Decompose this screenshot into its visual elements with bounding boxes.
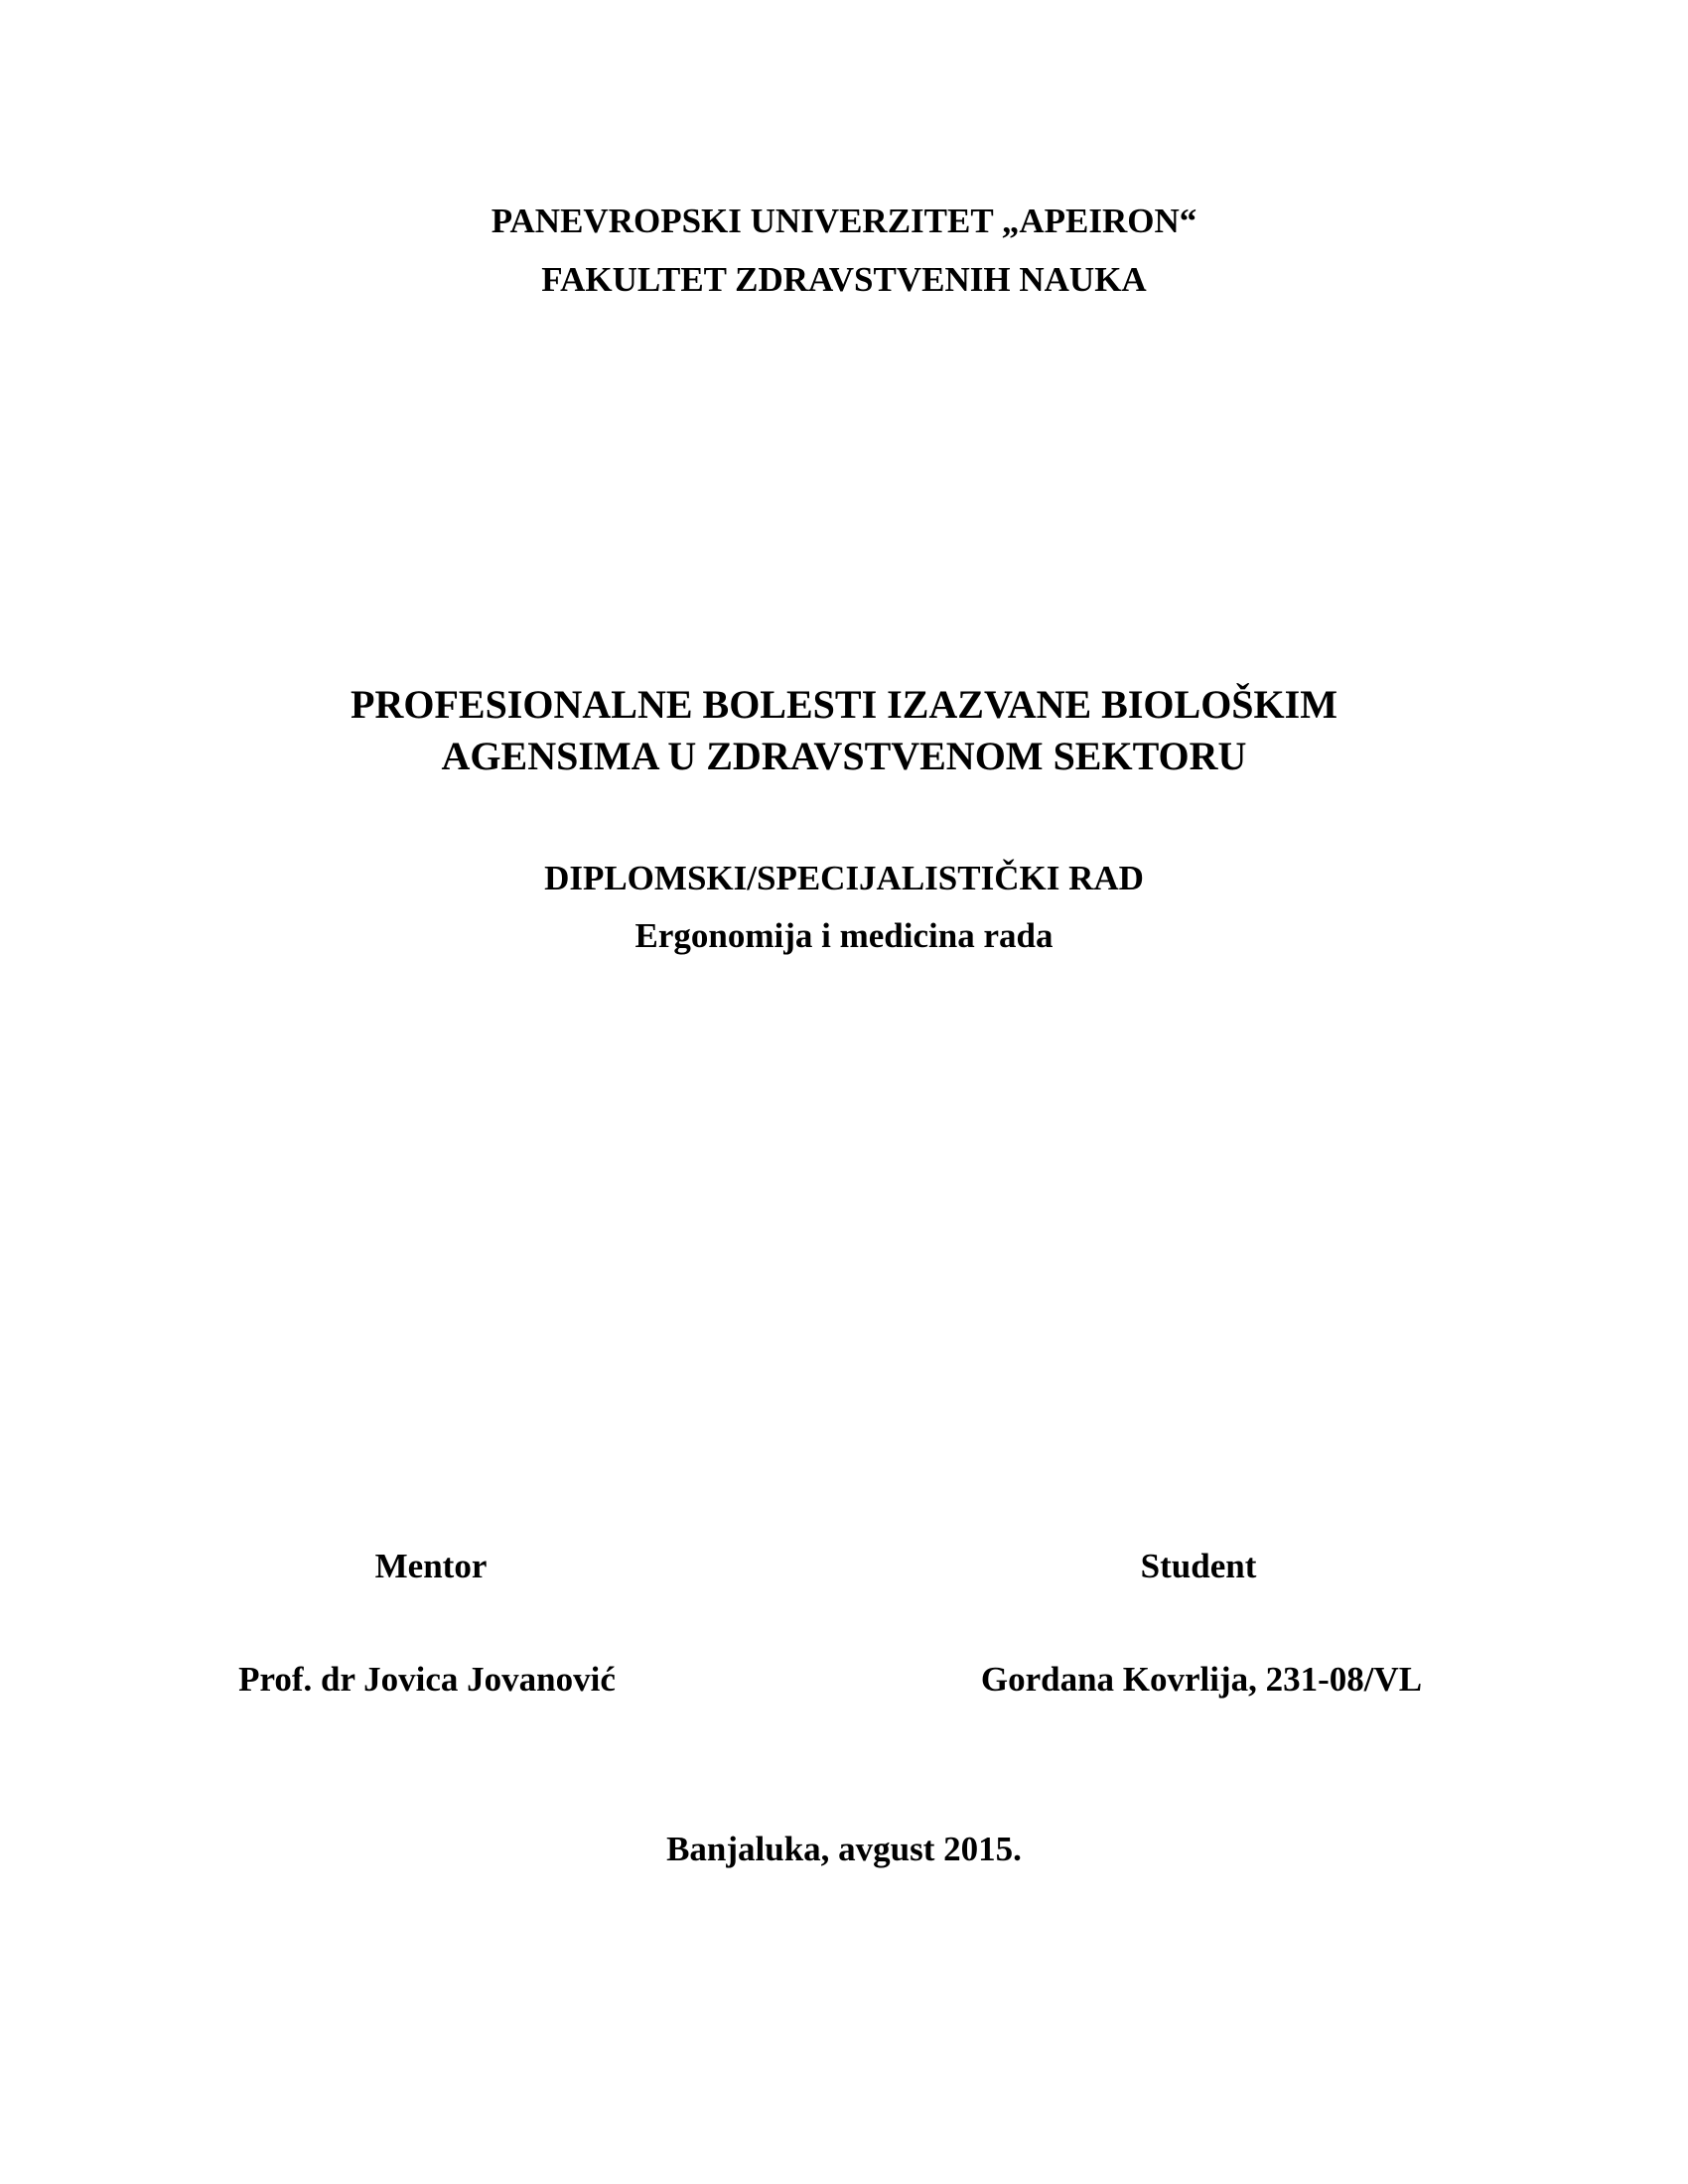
faculty-name: FAKULTET ZDRAVSTVENIH NAUKA	[541, 260, 1147, 299]
thesis-title-line-2: AGENSIMA U ZDRAVSTVENOM SEKTORU	[441, 734, 1247, 778]
thesis-title-line-1: PROFESIONALNE BOLESTI IZAZVANE BIOLOŠKIM	[351, 682, 1337, 727]
mentor-label: Mentor	[374, 1547, 488, 1585]
place-and-date: Banjaluka, avgust 2015.	[666, 1830, 1022, 1868]
student-name: Gordana Kovrlija, 231-08/VL	[980, 1660, 1423, 1699]
mentor-name: Prof. dr Jovica Jovanović	[238, 1660, 616, 1699]
student-label: Student	[1140, 1547, 1257, 1585]
university-name: PANEVROPSKI UNIVERZITET „APEIRON“	[491, 202, 1197, 240]
thesis-field: Ergonomija i medicina rada	[634, 916, 1054, 955]
thesis-type: DIPLOMSKI/SPECIJALISTIČKI RAD	[544, 859, 1144, 897]
